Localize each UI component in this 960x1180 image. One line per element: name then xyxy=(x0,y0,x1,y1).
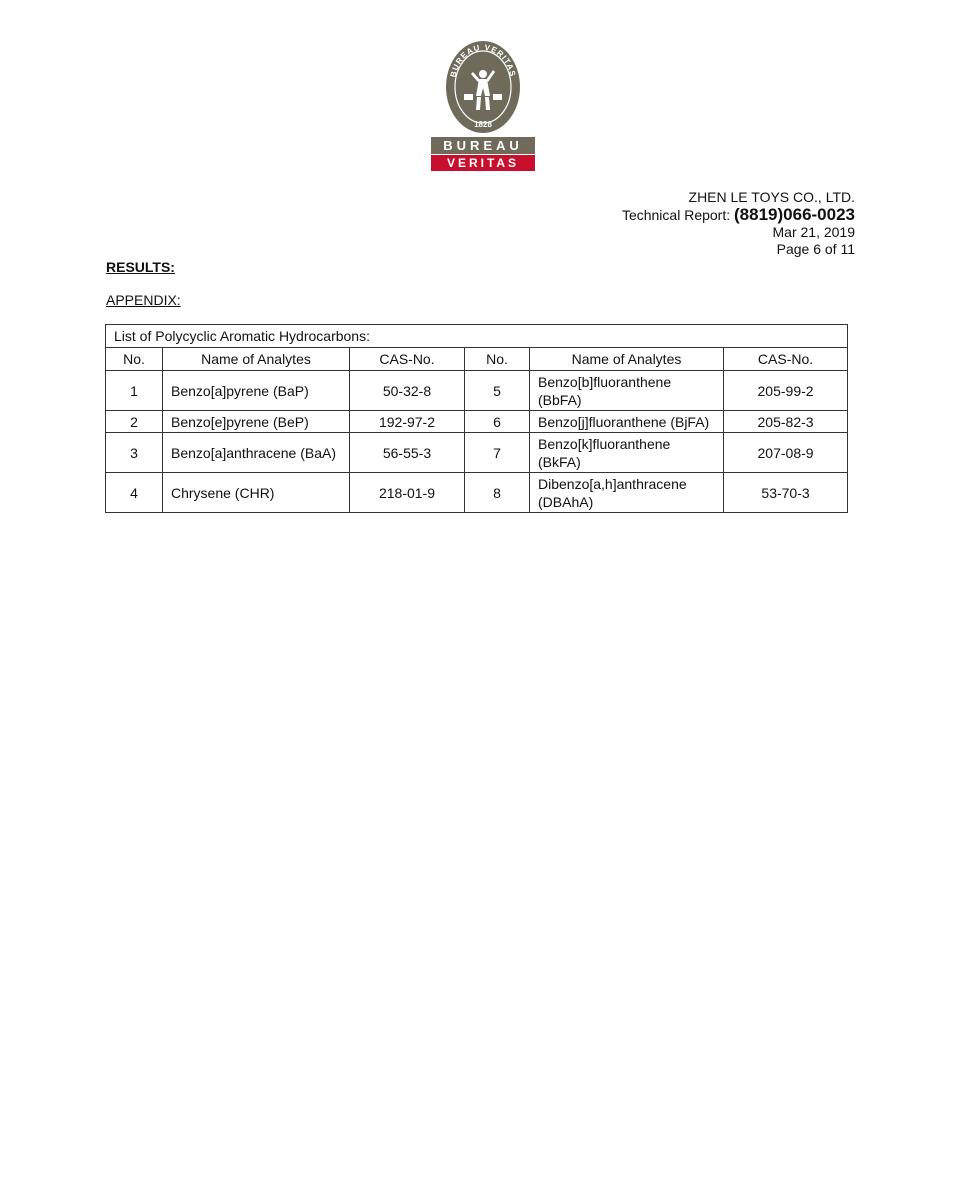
analyte-name: Benzo[a]pyrene (BaP) xyxy=(163,371,350,411)
table-caption: List of Polycyclic Aromatic Hydrocarbons: xyxy=(106,325,848,348)
header-cas: CAS-No. xyxy=(724,348,848,371)
analyte-no: 1 xyxy=(106,371,163,411)
cas-number: 218-01-9 xyxy=(350,473,465,513)
seal-text: BUREAU VERITAS xyxy=(448,42,518,79)
report-date: Mar 21, 2019 xyxy=(772,224,855,240)
header-name: Name of Analytes xyxy=(163,348,350,371)
analyte-name: Benzo[b]fluoranthene (BbFA) xyxy=(530,371,724,411)
cas-number: 205-82-3 xyxy=(724,411,848,433)
cas-number: 207-08-9 xyxy=(724,433,848,473)
analyte-name: Dibenzo[a,h]anthracene (DBAhA) xyxy=(530,473,724,513)
cas-number: 50-32-8 xyxy=(350,371,465,411)
page-number: Page 6 of 11 xyxy=(776,241,855,257)
appendix-heading: APPENDIX: xyxy=(106,292,181,308)
analyte-no: 8 xyxy=(465,473,530,513)
report-line xyxy=(622,206,855,224)
results-heading: RESULTS: xyxy=(106,259,175,275)
header-no: No. xyxy=(106,348,163,371)
table-row xyxy=(106,411,848,433)
company-name: ZHEN LE TOYS CO., LTD. xyxy=(688,189,855,205)
analyte-no: 4 xyxy=(106,473,163,513)
table-caption-row xyxy=(106,325,848,348)
analyte-no: 2 xyxy=(106,411,163,433)
analyte-no: 6 xyxy=(465,411,530,433)
analyte-name: Benzo[e]pyrene (BeP) xyxy=(163,411,350,433)
pah-table xyxy=(105,324,848,513)
analyte-no: 5 xyxy=(465,371,530,411)
table-header-row xyxy=(106,348,848,371)
cas-number: 192-97-2 xyxy=(350,411,465,433)
analyte-name: Benzo[a]anthracene (BaA) xyxy=(163,433,350,473)
table-row xyxy=(106,473,848,513)
analyte-no: 3 xyxy=(106,433,163,473)
table-row xyxy=(106,433,848,473)
analyte-name: Chrysene (CHR) xyxy=(163,473,350,513)
header-no: No. xyxy=(465,348,530,371)
cas-number: 205-99-2 xyxy=(724,371,848,411)
report-label: Technical Report: xyxy=(621,207,731,223)
cas-number: 56-55-3 xyxy=(350,433,465,473)
report-header xyxy=(622,189,855,258)
header-cas: CAS-No. xyxy=(350,348,465,371)
bureau-veritas-logo xyxy=(430,40,536,172)
seal-year: 1828 xyxy=(474,120,492,129)
brand-top-text: BUREAU xyxy=(443,138,523,153)
analyte-no: 7 xyxy=(465,433,530,473)
table-row xyxy=(106,371,848,411)
analyte-name: Benzo[k]fluoranthene (BkFA) xyxy=(530,433,724,473)
analyte-name: Benzo[j]fluoranthene (BjFA) xyxy=(530,411,724,433)
cas-number: 53-70-3 xyxy=(724,473,848,513)
report-number: (8819)066-0023 xyxy=(734,205,855,224)
header-name: Name of Analytes xyxy=(530,348,724,371)
brand-bottom-text: VERITAS xyxy=(446,156,520,170)
